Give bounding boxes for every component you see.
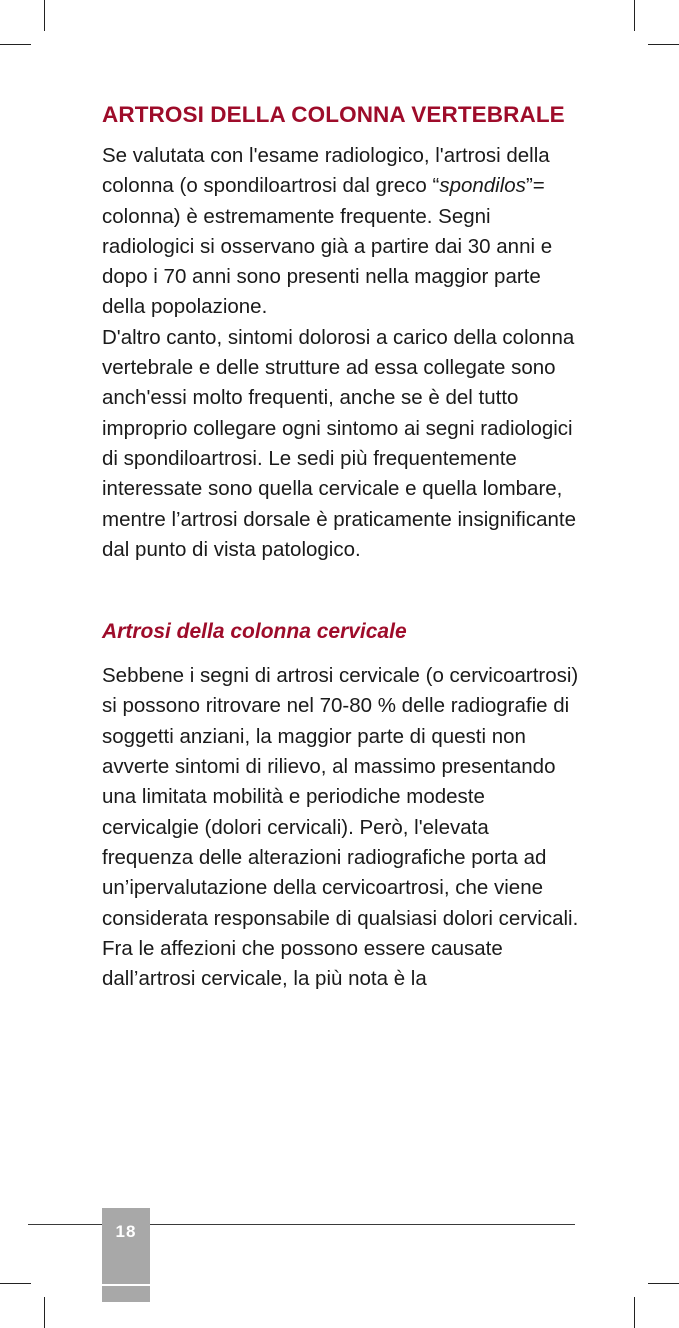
intro-paragraph-2: D'altro canto, sintomi dolorosi a carico della colonna vertebrale e delle strutture ad essa collegate sono anch'essi molto frequenti, anche se è del tutto improprio collegare ogni sintomo ai segni radiologici di spondiloartrosi. Le sedi più frequentemente interessate sono quella cervicale e quella lombare, mentre l’artrosi dorsale è praticamente insignificante dal punto di vista patologico. [102, 325, 577, 561]
crop-mark-top-left-horizontal [0, 44, 31, 45]
crop-mark-bottom-left-horizontal [0, 1283, 31, 1284]
page-title: ARTROSI DELLA COLONNA VERTEBRALE [102, 102, 565, 127]
crop-mark-top-right-vertical [634, 0, 635, 31]
page-number-tab-bottom [102, 1286, 150, 1302]
page-number-tab [102, 1208, 150, 1284]
section-paragraph-1: Sebbene i segni di artrosi cervicale (o cervicoartrosi) si possono ritrovare nel 70-80 % delle radiografie di soggetti anziani, la maggior parte di questi non avverte sintomi di rilievo, al massimo presentando una limitata mobilità e periodiche modeste cervicalgie (dolori cervicali). Però, l'elevata frequenza delle alterazioni radiografiche porta ad un’ipervalutazione della cervicoartrosi, che viene considerata responsabile di qualsiasi dolori cervicali. [102, 664, 579, 930]
section-paragraph-2: Fra le affezioni che possono essere causate dall’artrosi cervicale, la più nota è la [102, 936, 503, 991]
intro-paragraph-1: Se valutata con l'esame radiologico, l'artrosi della colonna (o spondiloartrosi dal greco “spondilos”= colonna) è estremamente frequente. Segni radiologici si osservano già a partire dai 30 anni e dopo i 70 anni sono presenti nella maggior parte della popolazione. [102, 144, 553, 319]
crop-mark-bottom-right-vertical [634, 1297, 635, 1328]
section-subtitle: Artrosi della colonna cervicale [102, 620, 407, 644]
crop-mark-top-right-horizontal [648, 44, 679, 45]
crop-mark-bottom-left-vertical [44, 1297, 45, 1328]
page-number: 18 [115, 1222, 137, 1241]
greek-term: spondilos [439, 174, 526, 198]
page-content [102, 100, 580, 994]
crop-mark-bottom-right-horizontal [648, 1283, 679, 1284]
crop-mark-top-left-vertical [44, 0, 45, 31]
